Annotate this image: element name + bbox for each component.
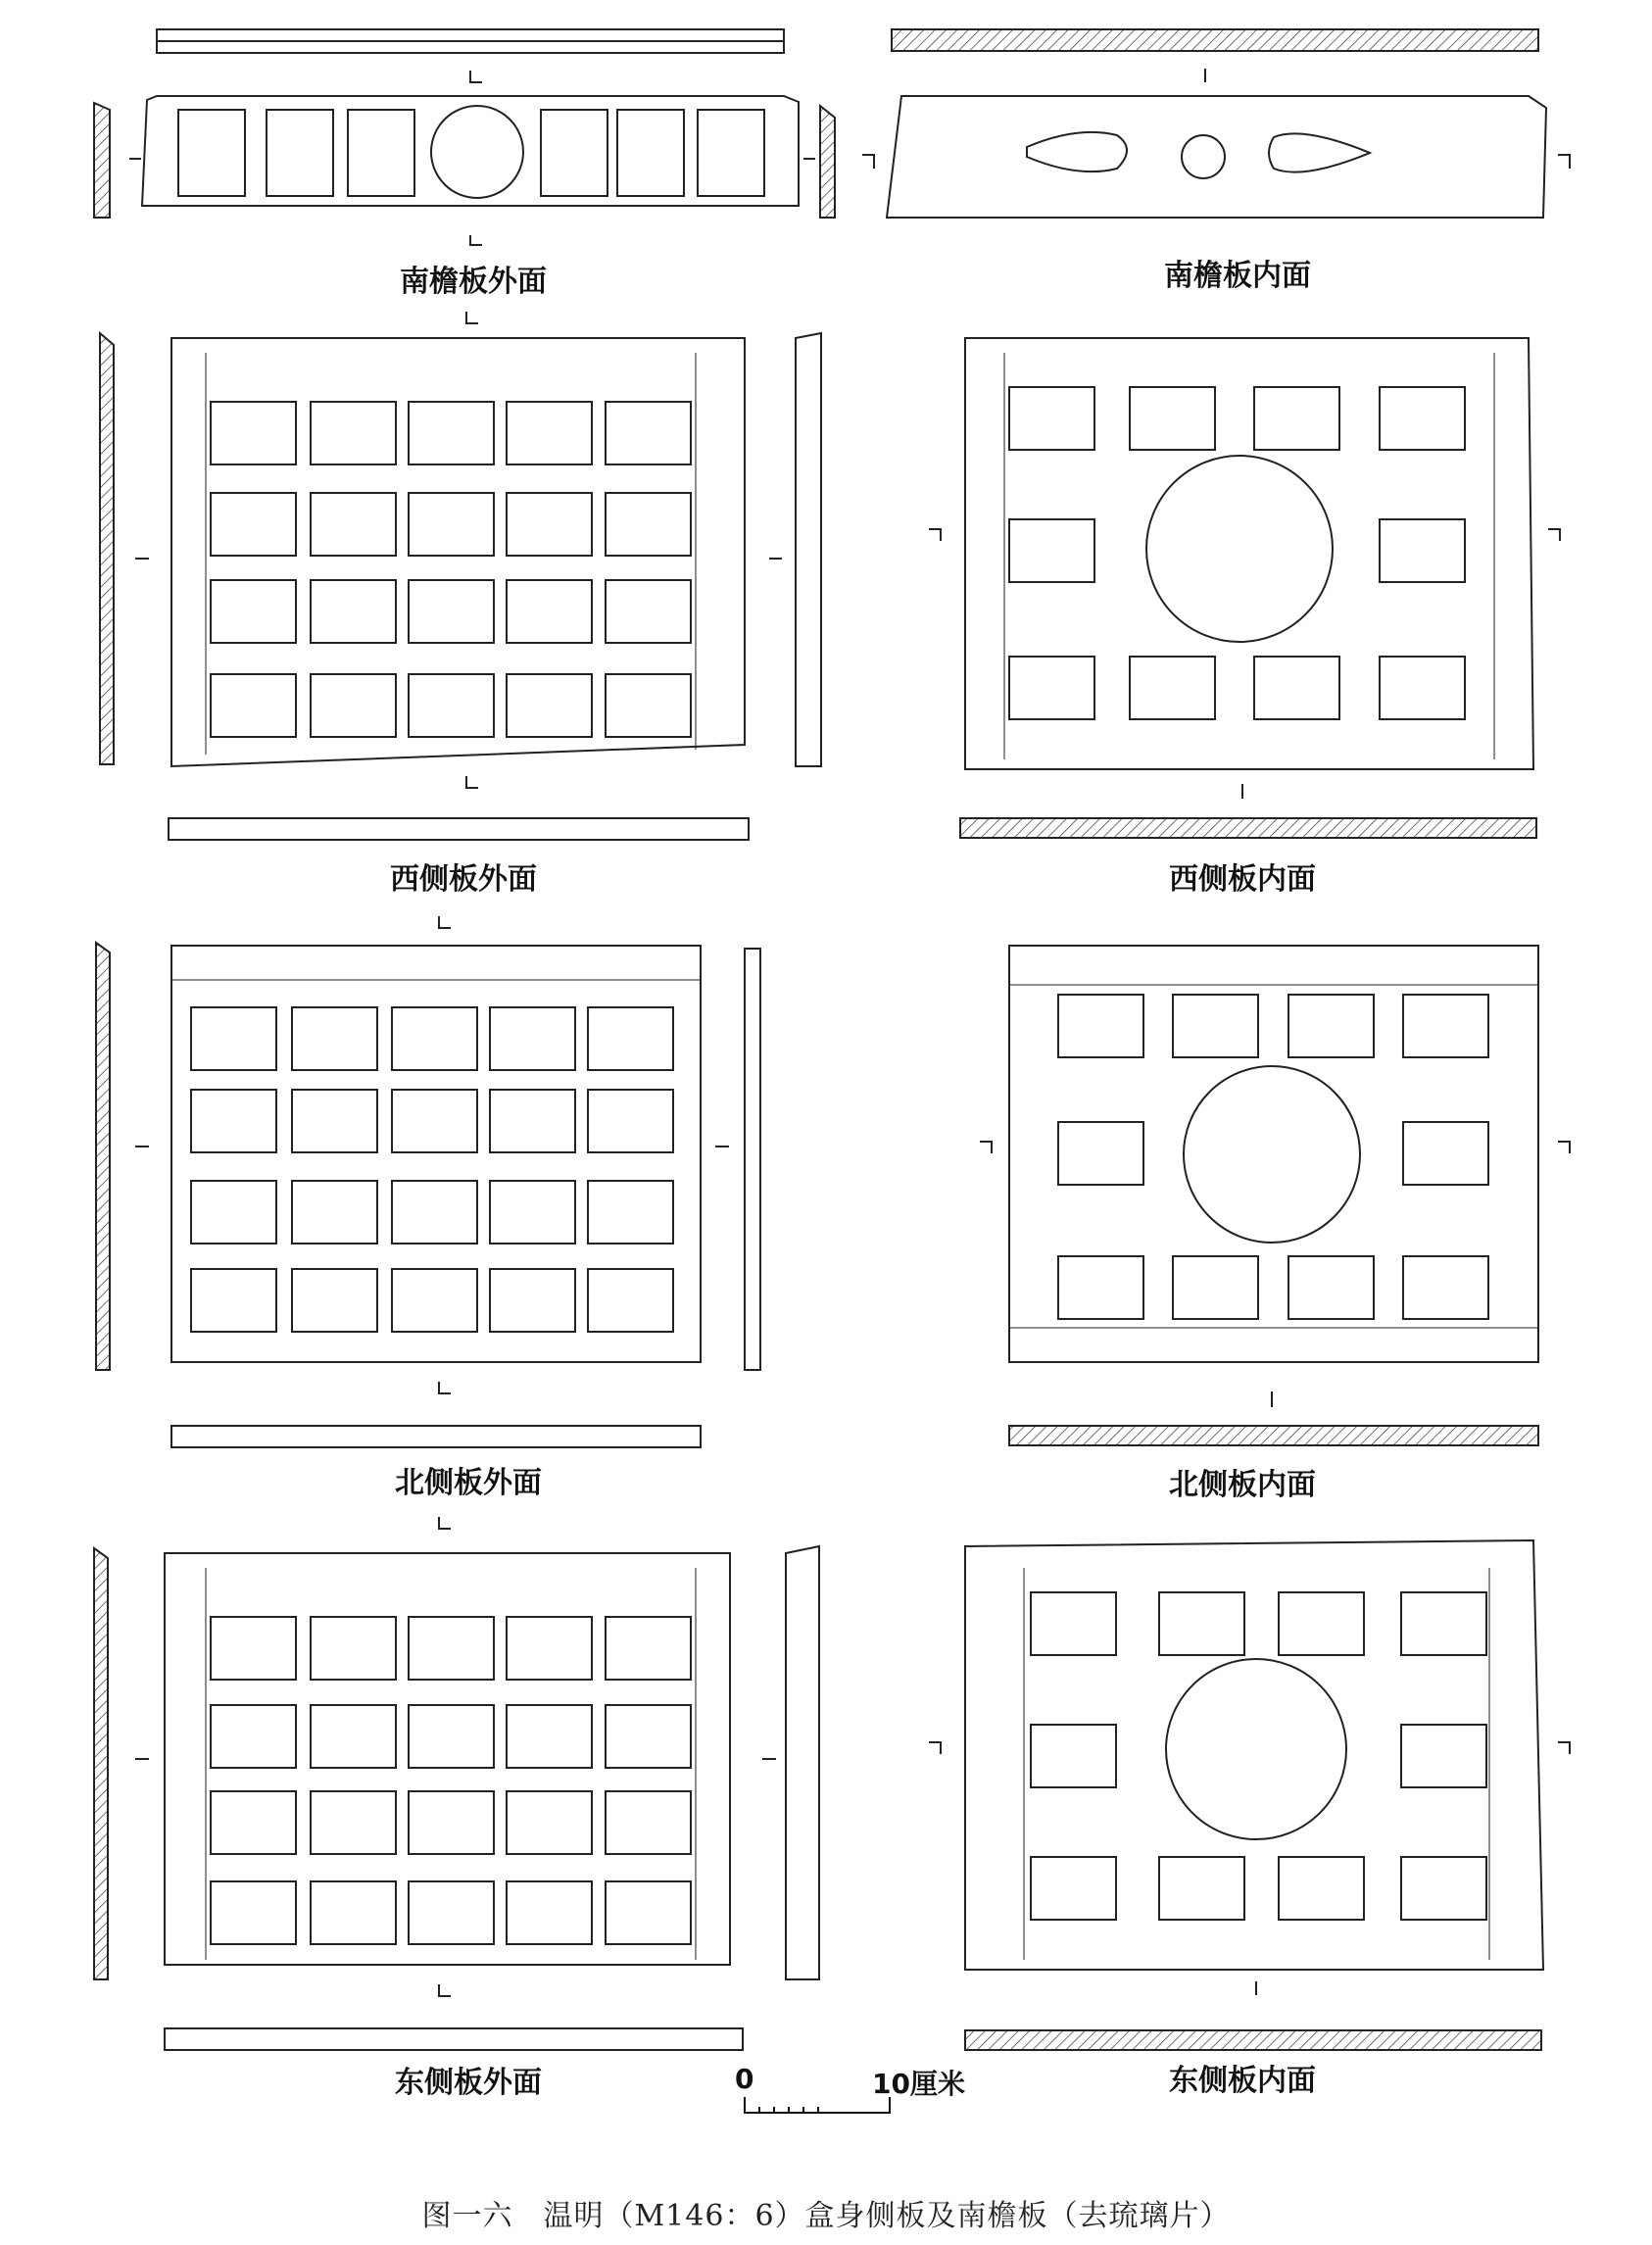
label-south-inner: 南檐板内面 xyxy=(1164,259,1311,293)
label-west-outer: 西侧板外面 xyxy=(390,862,537,897)
east-inner-panel xyxy=(965,1540,1543,1970)
north-inner-panel xyxy=(1009,946,1538,1362)
scale-end-label: 10厘米 xyxy=(872,2068,965,2100)
north-outer-panel xyxy=(171,946,701,1362)
west-outer-right-profile xyxy=(466,312,821,788)
west-outer-panel xyxy=(171,338,745,766)
south-inner-panel xyxy=(887,96,1546,218)
north-inner-marks xyxy=(980,1142,1570,1445)
west-outer-left-profile xyxy=(100,333,149,764)
south-outer-panel xyxy=(142,96,799,206)
west-inner-panel xyxy=(965,338,1533,769)
west-outer-bottom-section xyxy=(169,818,749,840)
label-south-outer: 南檐板外面 xyxy=(400,265,547,299)
south-outer-top-section xyxy=(157,29,784,53)
figure-caption: 图一六 温明（M146：6）盒身侧板及南檐板（去琉璃片） xyxy=(421,2199,1231,2233)
east-outer-right-profile xyxy=(165,1517,819,2050)
south-inner-side-marks xyxy=(862,69,1570,169)
label-east-outer: 东侧板外面 xyxy=(395,2066,542,2100)
label-east-inner: 东侧板内面 xyxy=(1169,2064,1316,2098)
label-north-inner: 北侧板内面 xyxy=(1169,1468,1316,1502)
label-north-outer: 北侧板外面 xyxy=(395,1466,542,1500)
scale-bar xyxy=(745,2097,890,2113)
label-west-inner: 西侧板内面 xyxy=(1169,862,1316,897)
east-outer-panel xyxy=(165,1553,730,1965)
north-outer-left-profile xyxy=(96,943,149,1370)
east-inner-marks xyxy=(929,1742,1570,2050)
east-outer-left-profile xyxy=(94,1548,149,1979)
scale-start-label: 0 xyxy=(735,2063,754,2095)
south-inner-top-section xyxy=(892,29,1538,51)
